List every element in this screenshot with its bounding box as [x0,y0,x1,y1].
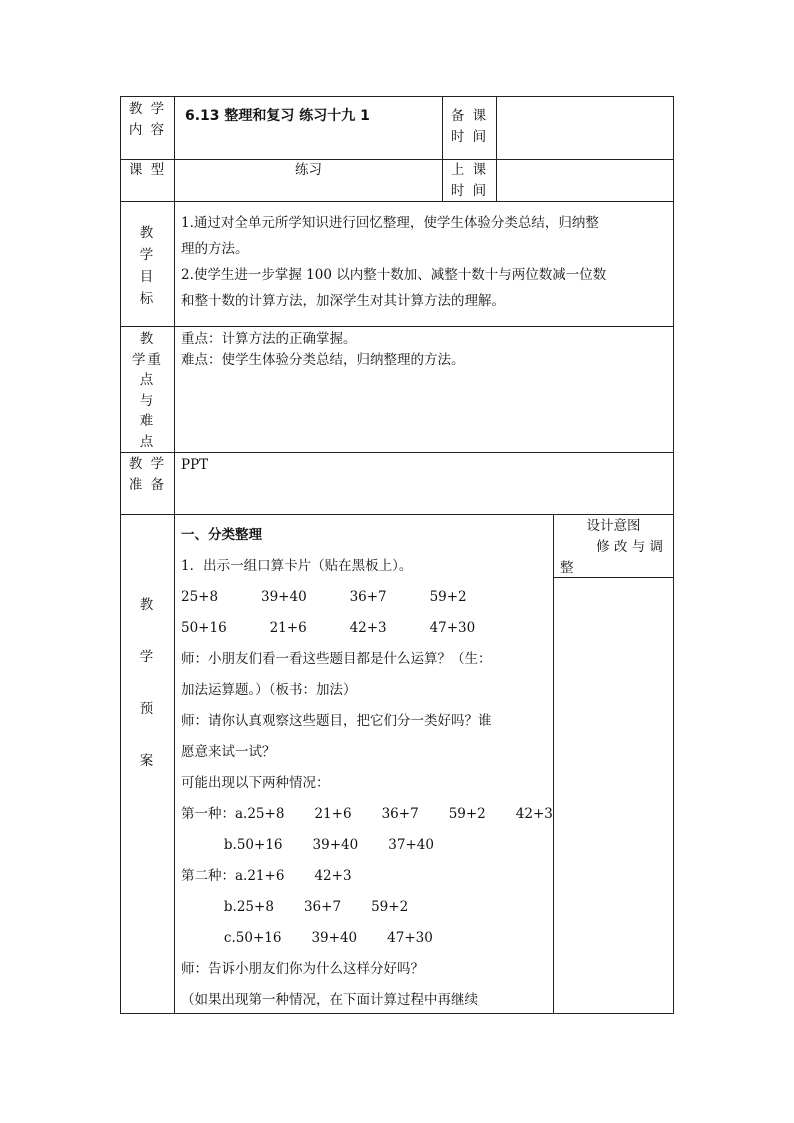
plan-line: 第一种：a.25+8 21+6 36+7 59+2 42+3 [181,806,553,822]
lesson-title-cell [174,96,443,160]
key-points-label-char: 与 [139,392,156,409]
plan-line: c.50+16 39+40 47+30 [181,930,433,946]
design-intent-label: 设计意图 [586,518,641,534]
plan-label-cell [120,514,175,1014]
revise-label: 修 改 与 调 [596,539,663,555]
difficult-point-line: 难点：使学生体验分类总结，归纳整理的方法。 [181,352,465,368]
goals-line: 2.使学生进一步掌握 100 以内整十数加、减整十数十与两位数减一位数 [181,267,607,283]
preparation-label: 教 学 准 备 [128,456,167,493]
preparation-value: PPT [181,457,209,473]
goals-line: 理的方法。 [181,241,249,257]
key-points-label-char: 难 [139,413,156,429]
goals-line: 和整十数的计算方法，加深学生对其计算方法的理解。 [181,293,505,309]
lesson-title: 6.13 整理和复习 练习十九 1 [185,108,370,124]
content-label-cell [120,96,175,160]
key-points-label-char: 学重 [132,351,163,368]
key-points-label-cell [120,326,175,453]
prep-time-label-cell [442,96,497,160]
plan-label-char: 教 [139,597,156,613]
goals-line: 1.通过对全单元所学知识进行回忆整理，使学生体验分类总结，归纳整 [181,215,599,231]
content-label: 教 学 内 容 [128,101,167,138]
lesson-type-value-cell [174,159,443,202]
plan-line: （如果出现第一种情况，在下面计算过程中再继续 [181,992,478,1008]
plan-line: 师：请你认真观察这些题目，把它们分一类好吗？谁 [181,713,492,729]
plan-line: 师：小朋友们看一看这些题目都是什么运算？（生： [181,651,492,667]
design-intent-content-cell[interactable] [553,577,674,1014]
key-point-line: 重点：计算方法的正确掌握。 [181,331,357,347]
plan-content-cell [174,514,554,1014]
prep-time-label: 备 课 时 间 [450,108,489,145]
plan-line: 第二种：a.21+6 42+3 [181,868,352,884]
key-points-label-char: 点 [139,433,156,450]
plan-line: 师：告诉小朋友们你为什么这样分好吗？ [181,961,424,977]
plan-line: 50+16 21+6 42+3 47+30 [181,620,476,636]
plan-line: 可能出现以下两种情况： [181,775,330,791]
key-points-label-char: 教 [139,331,156,347]
lesson-type-label-cell [120,159,175,202]
design-intent-header-cell [553,514,674,578]
key-points-content-cell [174,326,674,453]
lesson-plan-table [120,96,674,1014]
preparation-label-cell [120,452,175,515]
plan-line: 25+8 39+40 36+7 59+2 [181,589,467,605]
preparation-content-cell [174,452,674,515]
plan-label-char: 学 [139,649,156,665]
plan-line: b.25+8 36+7 59+2 [181,899,409,915]
goals-label-char: 标 [139,291,156,307]
goals-label-char: 学 [139,247,156,263]
key-points-label-char: 点 [139,372,156,388]
lesson-type-value: 练习 [295,162,322,178]
lesson-type-label: 课 型 [128,162,167,178]
plan-section-heading: 一、分类整理 [181,527,262,543]
class-time-label: 上 课 时 间 [450,162,489,199]
plan-label-char: 预 [139,701,156,717]
class-time-value-cell[interactable] [496,159,674,202]
class-time-label-cell [442,159,497,202]
plan-line: b.50+16 39+40 37+40 [181,837,434,853]
goals-label-char: 目 [139,269,156,285]
goals-label-char: 教 [139,225,156,241]
goals-label-cell [120,201,175,327]
plan-label-char: 案 [139,753,156,769]
goals-content-cell [174,201,674,327]
prep-time-value-cell[interactable] [496,96,674,160]
plan-line: 加法运算题。）（板书：加法） [181,682,357,698]
revise-label-cont: 整 [560,560,574,576]
plan-line: 愿意来试一试？ [181,744,276,760]
plan-line: 1．出示一组口算卡片（贴在黑板上）。 [181,558,413,574]
